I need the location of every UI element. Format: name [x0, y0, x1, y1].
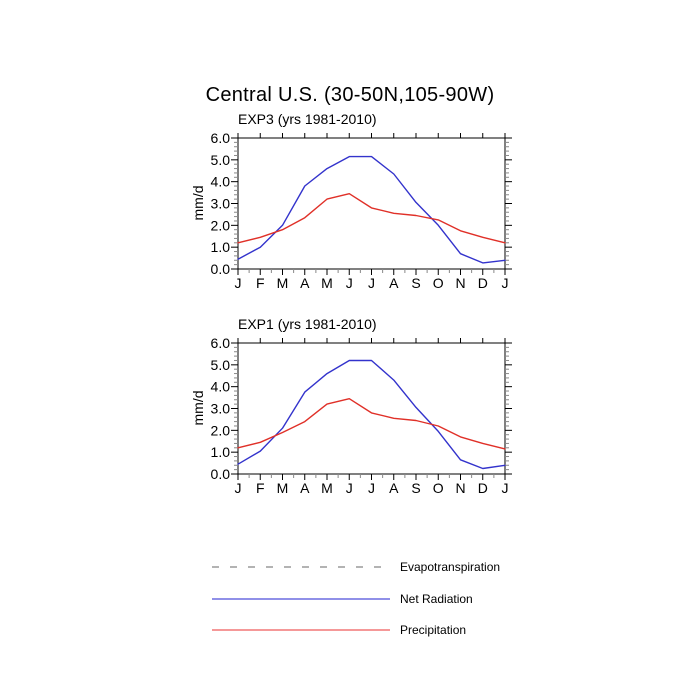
y-tick-label: 6.0: [210, 335, 230, 351]
y-tick-label: 4.0: [210, 173, 230, 190]
x-tick-label: J: [368, 480, 375, 496]
y-tick-label: 2.0: [210, 422, 230, 439]
exp3-subtitle: EXP3 (yrs 1981-2010): [238, 111, 377, 127]
x-tick-label: A: [389, 275, 399, 291]
legend-label-precipitation: Precipitation: [400, 623, 467, 637]
exp1-subtitle: EXP1 (yrs 1981-2010): [238, 316, 377, 332]
x-tick-label: J: [501, 480, 509, 496]
figure-title: Central U.S. (30-50N,105-90W): [205, 84, 495, 106]
x-tick-label: D: [477, 275, 488, 291]
x-tick-label: J: [345, 480, 353, 496]
y-tick-label: 4.0: [210, 378, 230, 395]
x-tick-label: M: [321, 275, 333, 291]
x-tick-label: J: [501, 275, 509, 291]
precipitation-line: [238, 399, 505, 449]
y-tick-label: 6.0: [210, 130, 230, 146]
net-radiation-line-sample: [212, 591, 390, 607]
y-tick-label: 1.0: [210, 239, 230, 256]
x-tick-label: J: [234, 275, 242, 291]
legend-item-evapotranspiration: [0, 559, 700, 575]
precipitation-line-sample: [212, 622, 390, 638]
y-tick-label: 5.0: [210, 151, 230, 168]
x-tick-label: M: [276, 480, 289, 496]
y-tick-label: 3.0: [210, 195, 230, 212]
y-tick-label: 0.0: [210, 466, 230, 482]
x-tick-label: O: [432, 480, 444, 496]
x-tick-label: O: [432, 275, 444, 291]
x-tick-label: F: [255, 275, 265, 291]
legend-item-precipitation: [0, 622, 700, 638]
net-radiation-line: [238, 157, 505, 263]
exp3-y-axis-label: mm/d: [190, 185, 206, 221]
evapotranspiration-dashed-line-sample: [212, 559, 390, 575]
x-tick-label: N: [455, 480, 466, 496]
x-tick-label: D: [477, 480, 488, 496]
x-tick-label: A: [300, 480, 310, 496]
x-tick-label: A: [389, 480, 399, 496]
y-tick-label: 3.0: [210, 400, 230, 417]
legend-label-evapotranspiration: Evapotranspiration: [400, 560, 501, 574]
plot-frame: [238, 343, 505, 474]
x-tick-label: S: [411, 480, 421, 496]
y-tick-label: 0.0: [210, 261, 230, 277]
y-tick-label: 2.0: [210, 217, 230, 234]
x-tick-label: J: [345, 275, 353, 291]
x-tick-label: M: [321, 480, 333, 496]
x-tick-label: S: [411, 275, 421, 291]
exp3-chart: [180, 115, 520, 295]
y-tick-label: 5.0: [210, 356, 230, 373]
exp1-chart: [180, 320, 520, 500]
x-tick-label: N: [455, 275, 466, 291]
y-tick-label: 1.0: [210, 444, 230, 461]
net-radiation-line: [238, 361, 505, 469]
x-tick-label: M: [276, 275, 289, 291]
x-tick-label: J: [234, 480, 242, 496]
precipitation-line: [238, 194, 505, 243]
x-tick-label: J: [368, 275, 375, 291]
x-tick-label: A: [300, 275, 310, 291]
legend-item-net-radiation: [0, 591, 700, 607]
legend-label-net-radiation: Net Radiation: [400, 592, 473, 606]
exp1-y-axis-label: mm/d: [190, 390, 206, 426]
plot-frame: [238, 138, 505, 269]
x-tick-label: F: [255, 480, 265, 496]
